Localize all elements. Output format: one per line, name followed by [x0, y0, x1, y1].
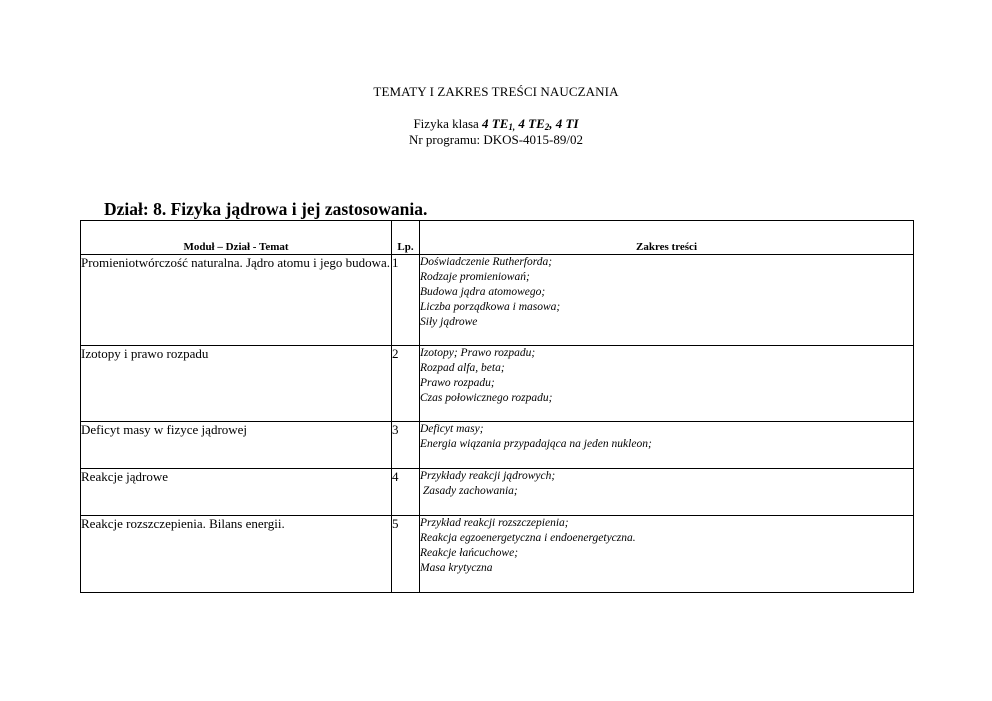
lp-cell: 2	[392, 346, 420, 422]
program-number: Nr programu: DKOS-4015-89/02	[408, 132, 584, 147]
table-row	[81, 255, 914, 346]
class-line	[0, 116, 992, 132]
scope-cell: Deficyt masy; Energia wiązania przypadająca na jeden nukleon;	[420, 422, 914, 469]
topic-cell: Reakcje rozszczepienia. Bilans energii.	[81, 516, 392, 593]
scope-cell: Izotopy; Prawo rozpadu; Rozpad alfa, beta; Prawo rozpadu; Czas połowicznego rozpadu;	[420, 346, 914, 422]
column-header-scope: Zakres treści	[420, 221, 914, 255]
column-header-lp: Lp.	[392, 221, 420, 255]
scope-cell: Przykłady reakcji jądrowych; Zasady zachowania;	[420, 469, 914, 516]
lp-cell: 4	[392, 469, 420, 516]
section-heading: Dział: 8. Fizyka jądrowa i jej zastosowania.	[104, 199, 428, 219]
document-title: TEMATY I ZAKRES TREŚCI NAUCZANIA	[373, 84, 619, 99]
topics-table	[80, 220, 914, 593]
class-prefix: Fizyka klasa	[413, 116, 483, 131]
topic-cell: Promieniotwórczość naturalna. Jądro atomu i jego budowa.	[81, 255, 392, 346]
table-row	[81, 422, 914, 469]
lp-cell: 5	[392, 516, 420, 593]
scope-cell: Doświadczenie Rutherforda; Rodzaje promieniowań; Budowa jądra atomowego; Liczba porządkowa i masowa; Siły jądrowe	[420, 255, 914, 346]
table-row	[81, 516, 914, 593]
table-row	[81, 346, 914, 422]
topic-cell: Izotopy i prawo rozpadu	[81, 346, 392, 422]
column-header-topic: Moduł – Dział - Temat	[81, 221, 392, 255]
topic-cell: Reakcje jądrowe	[81, 469, 392, 516]
lp-cell: 3	[392, 422, 420, 469]
scope-cell: Przykład reakcji rozszczepienia; Reakcja egzoenergetyczna i endoenergetyczna. Reakcje łańcuchowe; Masa krytyczna	[420, 516, 914, 593]
table-row	[81, 469, 914, 516]
class-te1: 4 $TE_{1,}$ 4 $TE_2$, 4 TI	[482, 116, 579, 132]
topic-cell: Deficyt masy w fizyce jądrowej	[81, 422, 392, 469]
lp-cell: 1	[392, 255, 420, 346]
table-header-row	[81, 221, 914, 255]
